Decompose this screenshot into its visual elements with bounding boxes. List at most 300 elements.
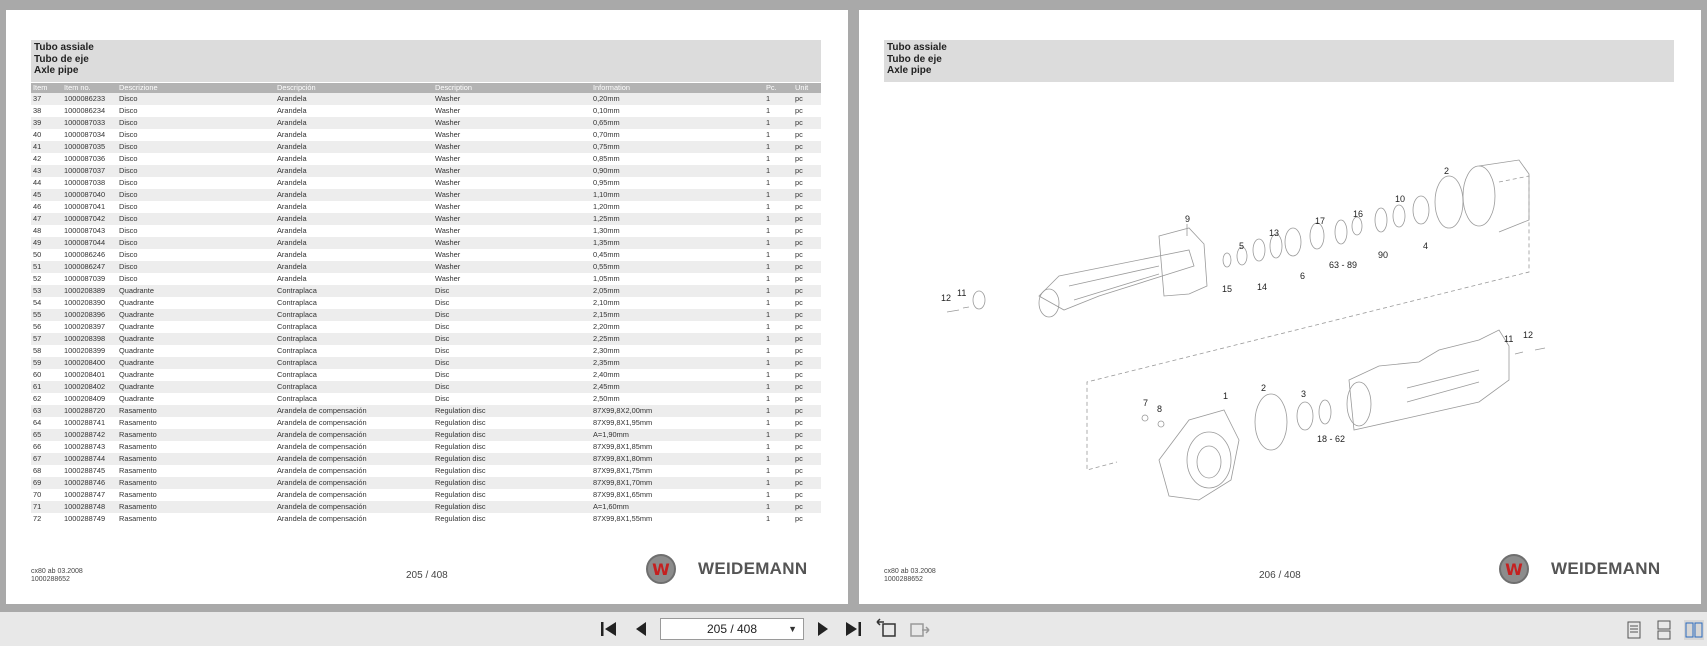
table-row [31,129,821,141]
cell-unit: pc [793,309,821,321]
cell-item-no: 1000087033 [62,117,117,129]
cell-item: 49 [31,237,62,249]
part-bolt-12-upper [947,307,969,312]
upper-axle-end-ring [1039,289,1059,317]
cell-pc: 1 [764,309,793,321]
cell-information: 87X99,8X1,80mm [591,453,764,465]
table-row [31,441,821,453]
table-row [31,189,821,201]
column-header-descrizione: Descrizione [117,83,275,93]
cell-unit: pc [795,466,803,475]
cell-pc: 1 [764,117,793,129]
cell-item-no: 1000208399 [64,346,106,355]
cell-pc: 1 [766,370,771,379]
callout-label: 63 - 89 [1329,260,1358,270]
cell-descripcion: Arandela de compensación [275,501,433,513]
cell-descripcion: Arandela [275,93,433,105]
part-ring-63-89 [1335,220,1347,244]
callout-label: 7 [1143,398,1149,408]
cell-pc: 1 [764,477,793,489]
cell-information: 87X99,8X2,00mm [591,405,764,417]
parts-table [31,83,821,525]
first-page-icon[interactable] [598,620,620,638]
weidemann-logo [646,552,807,586]
cell-descripcion: Arandela [277,250,307,259]
title-italian: Tubo assiale [34,42,94,53]
cell-item-no: 1000087039 [64,274,106,283]
cell-item-no: 1000208409 [64,394,106,403]
cell-pc: 1 [764,213,793,225]
cell-item-no: 1000087036 [64,154,106,163]
cell-descrizione: Disco [119,202,138,211]
cell-item: 60 [33,370,42,379]
cell-pc: 1 [764,93,793,105]
cell-description: Disc [435,322,450,331]
cell-information: 2,25mm [591,333,764,345]
cell-item-no: 1000288745 [64,466,106,475]
lower-housing-inner-bore [1197,446,1221,478]
cell-unit: pc [793,333,821,345]
cell-unit: pc [793,261,821,273]
assembly-axis-dashed-line [1087,176,1529,470]
cell-descripcion: Arandela de compensación [275,453,433,465]
cell-item: 61 [31,381,62,393]
previous-page-icon[interactable] [630,620,652,638]
cell-pc: 1 [764,381,793,393]
cell-information: 2,20mm [593,322,620,331]
cell-item-no: 1000086247 [62,261,117,273]
cell-descripcion: Arandela [275,189,433,201]
cell-pc: 1 [764,357,793,369]
part-washer-8 [1158,421,1164,427]
cell-description: Washer [433,261,591,273]
cell-unit: pc [795,130,803,139]
cell-unit: pc [793,429,821,441]
cell-information: 0,95mm [593,178,620,187]
cell-descrizione: Quadrante [119,346,154,355]
cell-descrizione: Rasamento [117,453,275,465]
cell-information: 0,90mm [591,165,764,177]
title-italian: Tubo assiale [887,42,947,53]
table-row [31,513,821,525]
cell-descripcion: Arandela de compensación [277,442,367,451]
page-select-value: 205 / 408 [706,622,758,636]
cell-description: Washer [435,178,461,187]
cell-descrizione: Rasamento [119,490,157,499]
cell-descripcion: Arandela [277,130,307,139]
cell-descrizione: Quadrante [119,298,154,307]
cell-descrizione: Quadrante [119,370,154,379]
cell-information: 1,05mm [593,274,620,283]
callout-label: 12 [1523,330,1534,340]
cell-description: Washer [435,250,461,259]
cell-information: 2,05mm [591,285,764,297]
diagram-callout-labels [941,166,1533,444]
cell-item-no: 1000087042 [62,213,117,225]
cell-item-no: 1000087040 [62,189,117,201]
cell-description: Regulation disc [435,418,486,427]
cell-information: 87X99,8X1,55mm [593,514,653,523]
cell-information: 1,25mm [591,213,764,225]
cell-pc: 1 [766,346,771,355]
cell-unit: pc [795,418,803,427]
cell-item-no: 1000288744 [62,453,117,465]
cell-description: Regulation disc [435,466,486,475]
cell-item-no: 1000208400 [62,357,117,369]
cell-pc: 1 [764,141,793,153]
cell-description: Regulation disc [433,477,591,489]
part-bearing-17 [1310,223,1324,249]
table-row [31,165,821,177]
table-row [31,261,821,273]
cell-item: 72 [33,514,42,523]
cell-descripcion: Arandela [277,274,307,283]
cell-pc: 1 [766,514,771,523]
cell-descrizione: Rasamento [117,429,275,441]
cell-descrizione: Disco [119,130,138,139]
lower-axle-housing-body [1349,330,1509,430]
title-english: Axle pipe [34,65,79,76]
cell-item-no: 1000208401 [64,370,106,379]
cell-descripcion: Arandela [275,213,433,225]
cell-description: Regulation disc [433,453,591,465]
table-row [31,393,821,405]
cell-descrizione: Disco [119,274,138,283]
last-page-icon[interactable] [842,620,864,638]
cell-descrizione: Quadrante [117,309,275,321]
table-row [31,321,821,333]
go-back-icon[interactable] [874,618,898,640]
cell-item-no: 1000087034 [64,130,106,139]
cell-unit: pc [793,381,821,393]
cell-description: Washer [433,93,591,105]
cell-descrizione: Disco [119,226,138,235]
table-row [31,465,821,477]
table-row [31,117,821,129]
cell-unit: pc [793,477,821,489]
cell-unit: pc [795,202,803,211]
cell-item: 38 [33,106,42,115]
cell-descrizione: Rasamento [119,514,157,523]
cell-information: 2,35mm [591,357,764,369]
cell-unit: pc [793,213,821,225]
cell-information: 1,30mm [593,226,620,235]
column-header-unit: Unit [793,83,821,93]
cell-item-no: 1000288747 [64,490,106,499]
cell-item-no: 1000087037 [62,165,117,177]
part-bearing-6 [1285,228,1301,256]
table-row [31,201,821,213]
table-row [31,405,821,417]
cell-descripcion: Contraplaca [275,381,433,393]
weidemann-logo [1499,552,1660,586]
cell-item: 57 [31,333,62,345]
page-number-select[interactable] [660,618,804,640]
continuous-view-icon[interactable] [1654,620,1674,640]
cell-descrizione: Quadrante [119,394,154,403]
cell-information: 87X99,8X1,65mm [593,490,653,499]
cell-item: 64 [33,418,42,427]
cell-unit: pc [795,490,803,499]
cell-information: A=1,60mm [591,501,764,513]
lower-axle-housing-outline [1159,410,1239,500]
cell-description: Washer [435,274,461,283]
document-page-right [859,10,1701,604]
cell-information: 87X99,8X1,70mm [591,477,764,489]
cell-descripcion: Arandela [277,202,307,211]
cell-information: 2,40mm [593,370,620,379]
table-row [31,309,821,321]
cell-item-no: 1000288746 [62,477,117,489]
cell-unit: pc [795,298,803,307]
cell-pc: 1 [766,202,771,211]
cell-descrizione: Disco [117,237,275,249]
upper-axle-housing-outline [1039,250,1194,310]
cell-unit: pc [793,165,821,177]
cell-unit: pc [795,226,803,235]
callout-label: 11 [957,288,967,298]
cell-pc: 1 [766,274,771,283]
cell-item: 41 [31,141,62,153]
cell-information: 1,10mm [591,189,764,201]
cell-pc: 1 [764,189,793,201]
cell-item-no: 1000288749 [64,514,106,523]
page-number-label: 206 / 408 [1259,570,1301,581]
callout-label: 2 [1444,166,1450,176]
callout-label: 11 [1504,334,1514,344]
cell-descripcion: Contraplaca [275,333,433,345]
column-header-description: Description [433,83,591,93]
table-row [31,237,821,249]
brand-wordmark: WEIDEMANN [698,559,808,578]
cell-item-no: 1000208402 [62,381,117,393]
cell-item-no: 1000288748 [62,501,117,513]
cell-descrizione: Quadrante [117,333,275,345]
cell-unit: pc [793,93,821,105]
cell-information: 87X99,8X1,75mm [593,466,653,475]
table-row [31,345,821,357]
cell-descripcion: Arandela de compensación [275,405,433,417]
cell-information: 0,70mm [593,130,620,139]
callout-label: 5 [1239,241,1245,251]
cell-information: 2,15mm [591,309,764,321]
cell-descrizione: Quadrante [117,357,275,369]
cell-item-no: 1000288720 [62,405,117,417]
cell-descripcion: Contraplaca [277,370,317,379]
cell-item-no: 1000087035 [62,141,117,153]
cell-descripcion: Arandela [275,141,433,153]
table-row [31,153,821,165]
two-page-view-icon[interactable] [1684,620,1704,640]
cell-pc: 1 [766,226,771,235]
cell-descrizione: Disco [117,141,275,153]
parts-table-body [31,93,821,525]
table-row [31,381,821,393]
document-page-left [6,10,848,604]
lower-housing-bore [1187,432,1231,488]
cell-information: 0,20mm [591,93,764,105]
cell-unit: pc [795,178,803,187]
cell-description: Disc [435,346,450,355]
part-bearing-4 [1413,196,1429,224]
cell-description: Washer [433,117,591,129]
cell-item: 52 [33,274,42,283]
cell-item-no: 1000086234 [64,106,106,115]
cell-unit: pc [795,154,803,163]
cell-descrizione: Rasamento [117,501,275,513]
table-row [31,213,821,225]
cell-pc: 1 [764,285,793,297]
cell-description: Disc [433,381,591,393]
cell-item: 53 [31,285,62,297]
table-row [31,333,821,345]
cell-pc: 1 [766,106,771,115]
cell-item-no: 1000288741 [64,418,106,427]
cell-information: 1,35mm [591,237,764,249]
cell-item-no: 1000086246 [64,250,106,259]
cell-information: 2,30mm [593,346,620,355]
exploded-parts-diagram [859,10,1701,604]
table-row [31,93,821,105]
part-gasket-2-lower [1255,394,1287,450]
callout-label: 12 [941,293,952,303]
cell-item-no: 1000208397 [64,322,106,331]
cell-descrizione: Quadrante [117,285,275,297]
cell-descrizione: Quadrante [119,322,154,331]
cell-item-no: 1000288742 [62,429,117,441]
cell-description: Regulation disc [433,429,591,441]
cell-pc: 1 [766,490,771,499]
column-header-pc: Pc. [764,83,793,93]
callout-label: 9 [1185,214,1191,224]
cell-descripcion: Arandela de compensación [277,514,367,523]
cell-information: 87X99,8X1,85mm [593,442,653,451]
cell-information: 2,50mm [593,394,620,403]
table-row [31,429,821,441]
cell-item: 69 [31,477,62,489]
part-ring-90 [1375,208,1387,232]
callout-label: 15 [1222,284,1233,294]
page-number-label: 205 / 408 [406,570,448,581]
document-footer-id [884,568,936,584]
weidemann-emblem-icon: W [646,554,676,584]
cell-pc: 1 [764,261,793,273]
part-ring-18-62 [1319,400,1331,424]
cell-information: 87X99,8X1,95mm [593,418,653,427]
cell-description: Disc [433,357,591,369]
brand-wordmark: WEIDEMANN [1551,559,1661,578]
cell-description: Regulation disc [435,442,486,451]
cell-descrizione: Quadrante [117,381,275,393]
table-row [31,285,821,297]
cell-descripcion: Arandela de compensación [277,418,367,427]
table-row [31,477,821,489]
cell-descripcion: Contraplaca [277,394,317,403]
cell-unit: pc [795,274,803,283]
cell-description: Washer [435,154,461,163]
cell-descripcion: Arandela [275,117,433,129]
upper-axle-end-cap [973,291,985,309]
title-english: Axle pipe [887,65,932,76]
cell-descripcion: Contraplaca [277,346,317,355]
table-row [31,453,821,465]
table-row [31,177,821,189]
cell-item-no: 1000087044 [62,237,117,249]
cell-item: 48 [33,226,42,235]
part-ring-10 [1393,205,1405,227]
cell-unit: pc [793,237,821,249]
cell-descrizione: Rasamento [117,405,275,417]
cell-item-no: 1000086233 [62,93,117,105]
cell-descripcion: Arandela [277,178,307,187]
cell-pc: 1 [766,442,771,451]
table-header-row [31,83,821,93]
cell-information: A=1,90mm [591,429,764,441]
callout-label: 16 [1353,209,1364,219]
column-header-information: Information [591,83,764,93]
column-header-item: Item [31,83,62,93]
go-forward-icon[interactable] [908,618,932,640]
cell-unit: pc [795,394,803,403]
cell-descripcion: Arandela [275,237,433,249]
cell-description: Disc [433,333,591,345]
cell-description: Washer [433,237,591,249]
cell-item-no: 1000087043 [64,226,106,235]
next-page-icon[interactable] [812,620,834,638]
part-bearing-3 [1297,402,1313,430]
table-row [31,357,821,369]
cell-descripcion: Contraplaca [277,322,317,331]
cell-description: Disc [435,394,450,403]
chevron-down-icon: ▼ [788,624,797,634]
cell-description: Washer [435,106,461,115]
table-row [31,141,821,153]
cell-unit: pc [793,405,821,417]
cell-unit: pc [793,141,821,153]
part-ring-15 [1223,253,1231,267]
cell-information: 1,20mm [593,202,620,211]
cell-descrizione: Rasamento [117,477,275,489]
cell-description: Disc [433,309,591,321]
cell-information: 0,75mm [591,141,764,153]
cell-descrizione: Rasamento [119,418,157,427]
cell-description: Regulation disc [433,501,591,513]
cell-item: 45 [31,189,62,201]
cell-pc: 1 [766,466,771,475]
cell-descrizione: Disco [117,261,275,273]
single-page-view-icon[interactable] [1624,620,1644,640]
cell-description: Regulation disc [433,405,591,417]
cell-descripcion: Contraplaca [275,309,433,321]
cell-unit: pc [793,285,821,297]
cell-descrizione: Rasamento [119,466,157,475]
cell-information: 0,65mm [591,117,764,129]
cell-item: 37 [31,93,62,105]
cell-item-no: 1000208398 [62,333,117,345]
cell-pc: 1 [766,154,771,163]
cell-item-no: 1000087038 [64,178,106,187]
cell-pc: 1 [766,298,771,307]
cell-description: Disc [433,285,591,297]
cell-item: 65 [31,429,62,441]
callout-label: 3 [1301,389,1307,399]
document-footer-id [31,568,83,584]
cell-pc: 1 [766,178,771,187]
upper-hub-body [1479,160,1529,232]
callout-label: 2 [1261,383,1267,393]
cell-descripcion: Arandela de compensación [275,477,433,489]
cell-unit: pc [795,322,803,331]
